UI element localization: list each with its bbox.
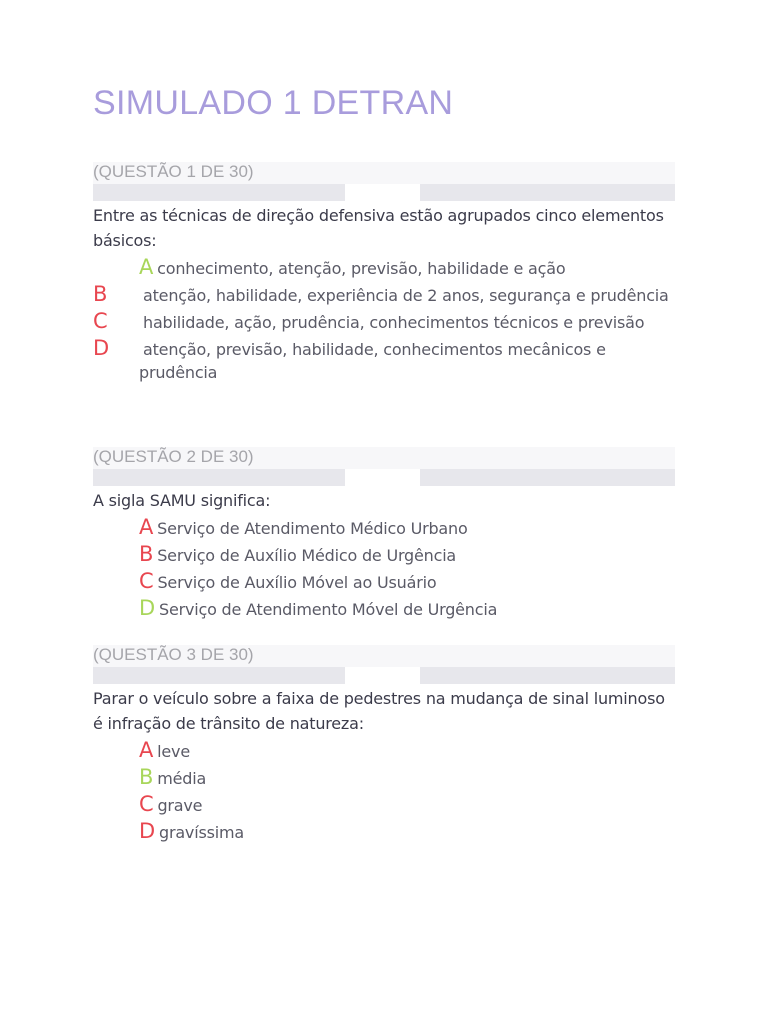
question-prompt: Entre as técnicas de direção defensiva estão agrupados cinco elementos básicos: <box>93 206 664 250</box>
question-prompt: Parar o veículo sobre a faixa de pedestres na mudança de sinal luminoso é infração de trânsito de natureza: <box>93 689 665 733</box>
header-band <box>93 667 345 684</box>
header-band <box>93 184 345 201</box>
option-c <box>139 570 675 594</box>
header-band <box>420 184 675 201</box>
option-letter: D <box>139 819 155 843</box>
page-title: SIMULADO 1 DETRAN <box>93 84 454 122</box>
question-header <box>93 447 675 487</box>
header-band <box>420 469 675 486</box>
option-text: média <box>157 769 207 788</box>
question-prompt: A sigla SAMU significa: <box>93 491 271 510</box>
option-a <box>139 516 675 540</box>
option-text: Serviço de Atendimento Médico Urbano <box>157 519 468 538</box>
option-c <box>139 793 675 817</box>
header-band <box>93 469 345 486</box>
option-letter: A <box>139 515 154 539</box>
option-letter: D <box>139 596 155 620</box>
option-letter: B <box>139 542 154 566</box>
option-text: habilidade, ação, prudência, conhecimentos técnicos e previsão <box>143 313 645 332</box>
option-b <box>139 766 675 790</box>
option-text: grave <box>157 796 203 815</box>
option-d <box>139 820 675 844</box>
question-number: (QUESTÃO 3 DE 30) <box>93 645 254 664</box>
option-letter: C <box>139 792 154 816</box>
option-text: leve <box>157 742 190 761</box>
question-2 <box>93 447 675 624</box>
option-text: Serviço de Auxílio Médico de Urgência <box>157 546 457 565</box>
option-text: gravíssima <box>158 823 244 842</box>
options-list <box>93 516 675 621</box>
option-d: D atenção, previsão, habilidade, conhecimentos mecânicos e prudência <box>93 336 606 382</box>
option-text: atenção, previsão, habilidade, conhecimentos mecânicos e prudência <box>139 340 606 382</box>
option-c: C habilidade, ação, prudência, conhecimentos técnicos e previsão <box>93 309 645 333</box>
option-b <box>139 543 675 567</box>
option-b: B atenção, habilidade, experiência de 2 anos, segurança e prudência <box>93 282 669 306</box>
option-d <box>139 597 675 621</box>
option-text: Serviço de Atendimento Móvel de Urgência <box>158 600 498 619</box>
question-number: (QUESTÃO 1 DE 30) <box>93 162 254 181</box>
options-list <box>93 256 675 384</box>
option-letter: B <box>139 765 154 789</box>
option-text: conhecimento, atenção, previsão, habilidade e ação <box>157 259 566 278</box>
option-a <box>139 739 675 763</box>
option-letter: A <box>139 255 154 279</box>
header-band <box>420 667 675 684</box>
question-3 <box>93 645 675 847</box>
options-list <box>93 739 675 844</box>
option-letter: C <box>139 569 154 593</box>
option-letter: A <box>139 738 154 762</box>
option-a <box>139 256 675 280</box>
question-header <box>93 645 675 685</box>
option-text: atenção, habilidade, experiência de 2 anos, segurança e prudência <box>143 286 669 305</box>
option-text: Serviço de Auxílio Móvel ao Usuário <box>157 573 437 592</box>
question-1 <box>93 162 675 387</box>
question-header <box>93 162 675 202</box>
question-number: (QUESTÃO 2 DE 30) <box>93 447 254 466</box>
